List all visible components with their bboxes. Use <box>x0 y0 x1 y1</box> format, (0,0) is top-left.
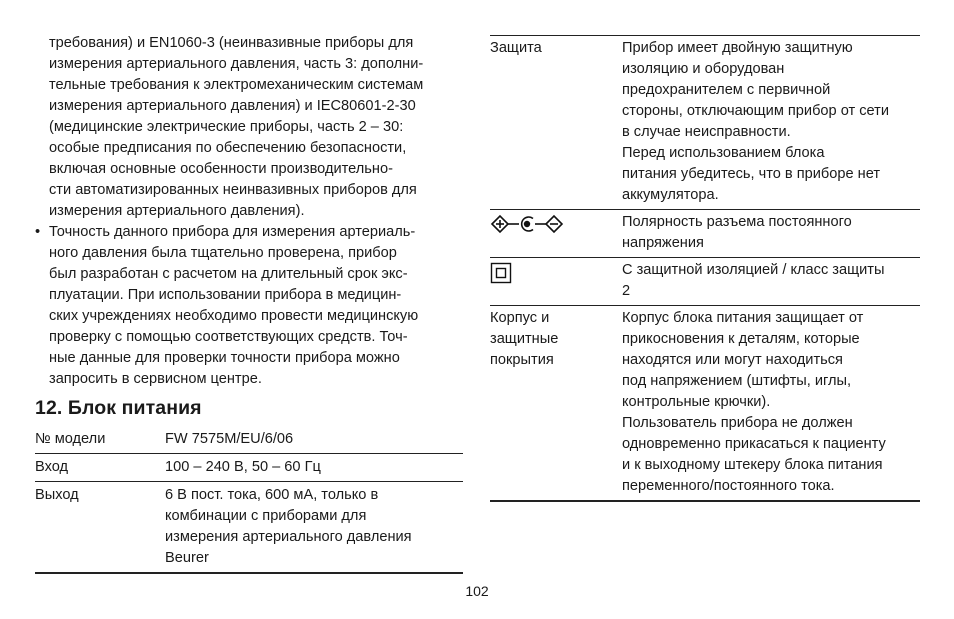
text-line: 6 В пост. тока, 600 мА, только в <box>165 487 379 503</box>
text-line: Beurer <box>165 550 209 566</box>
bullet-marker: • <box>35 224 41 240</box>
text-line: напряжения <box>622 235 704 251</box>
text-line: ного давления была тщательно проверена, прибор <box>49 245 397 261</box>
text-line: питания убедитесь, что в приборе нет <box>622 166 881 182</box>
text-line: под напряжением (штифты, иглы, <box>622 373 852 389</box>
text-line: Перед использованием блока <box>622 145 825 161</box>
text-line: находятся или могут находиться <box>622 352 843 368</box>
text-line: (медицинские электрические приборы, часть 2 – 30: <box>49 119 404 135</box>
text-line: FW 7575M/EU/6/06 <box>165 431 294 447</box>
table-row <box>35 482 463 574</box>
safety-table <box>490 36 920 502</box>
spec-label: № модели <box>35 429 165 454</box>
text-line: одновременно прикасаться к пациенту <box>622 436 886 452</box>
row-description <box>622 258 920 306</box>
text-line: требования) и EN1060-3 (неинвазивные приборы для <box>49 35 414 51</box>
text-line: проверку с помощью соответствующих средств. Точ- <box>49 329 408 345</box>
text-line: Точность данного прибора для измерения артериаль- <box>49 224 416 240</box>
text-line: сти автоматизированных неинвазивных приборов для <box>49 182 417 198</box>
text-line: запросить в сервисном центре. <box>49 371 262 387</box>
text-line: С защитной изоляцией / класс защиты <box>622 262 885 278</box>
text-line: покрытия <box>490 352 554 368</box>
row-description <box>622 306 920 502</box>
text-line: Полярность разъема постоянного <box>622 214 852 230</box>
polarity-icon <box>490 214 564 234</box>
row-label <box>490 306 622 502</box>
row-description <box>622 210 920 258</box>
section-title: 12. Блок питания <box>35 397 202 419</box>
spec-label: Выход <box>35 482 165 574</box>
text-line: стороны, отключающим прибор от сети <box>622 103 890 119</box>
row-description <box>622 36 920 210</box>
table-row <box>35 454 463 482</box>
row-label <box>490 258 622 306</box>
text-line: предохранителем с первичной <box>622 82 831 98</box>
text-line: изоляцию и оборудован <box>622 61 785 77</box>
text-line: комбинации с приборами для <box>165 508 367 524</box>
text-line: измерения артериального давления, часть 3: дополни- <box>49 56 424 72</box>
spec-value <box>165 429 463 454</box>
text-line: аккумулятора. <box>622 187 719 203</box>
text-line: переменного/постоянного тока. <box>622 478 835 494</box>
text-line: особые предписания по обеспечению безопасности, <box>49 140 407 156</box>
table-row <box>35 429 463 454</box>
specs-table <box>35 429 463 574</box>
intro-paragraph <box>35 33 465 222</box>
class-2-icon <box>490 262 512 284</box>
table-row <box>490 210 920 258</box>
text-line: измерения артериального давления <box>165 529 412 545</box>
text-line: ные данные для проверки точности прибора можно <box>49 350 400 366</box>
spec-value <box>165 454 463 482</box>
text-line: плуатации. При использовании прибора в медицин- <box>49 287 402 303</box>
text-line: тельные требования к электромеханическим системам <box>49 77 424 93</box>
text-line: включая основные особенности производительно- <box>49 161 393 177</box>
right-column <box>490 35 920 502</box>
text-line: Корпус и <box>490 310 550 326</box>
table-row <box>490 36 920 210</box>
text-line: Пользователь прибора не должен <box>622 415 853 431</box>
text-line: 2 <box>622 283 631 299</box>
text-line: ских учреждениях необходимо провести медицинскую <box>49 308 419 324</box>
left-column <box>35 33 465 574</box>
bullet-item <box>35 222 465 390</box>
spec-label: Вход <box>35 454 165 482</box>
table-row <box>490 258 920 306</box>
text-line: был разработан с расчетом на длительный срок экс- <box>49 266 408 282</box>
text-line: измерения артериального давления). <box>49 203 305 219</box>
spec-value <box>165 482 463 574</box>
text-line: измерения артериального давления) и IEC80601-2-30 <box>49 98 416 114</box>
text-line: и к выходному штекеру блока питания <box>622 457 883 473</box>
page-number: 102 <box>465 583 489 599</box>
text-line: Корпус блока питания защищает от <box>622 310 864 326</box>
text-line: в случае неисправности. <box>622 124 791 140</box>
text-line: Защита <box>490 40 542 56</box>
text-line: 100 – 240 В, 50 – 60 Гц <box>165 459 321 475</box>
row-label <box>490 36 622 210</box>
text-line: контрольные крючки). <box>622 394 771 410</box>
row-label <box>490 210 622 258</box>
text-line: защитные <box>490 331 559 347</box>
table-row <box>490 306 920 502</box>
text-line: прикосновения к деталям, которые <box>622 331 860 347</box>
text-line: Прибор имеет двойную защитную <box>622 40 853 56</box>
